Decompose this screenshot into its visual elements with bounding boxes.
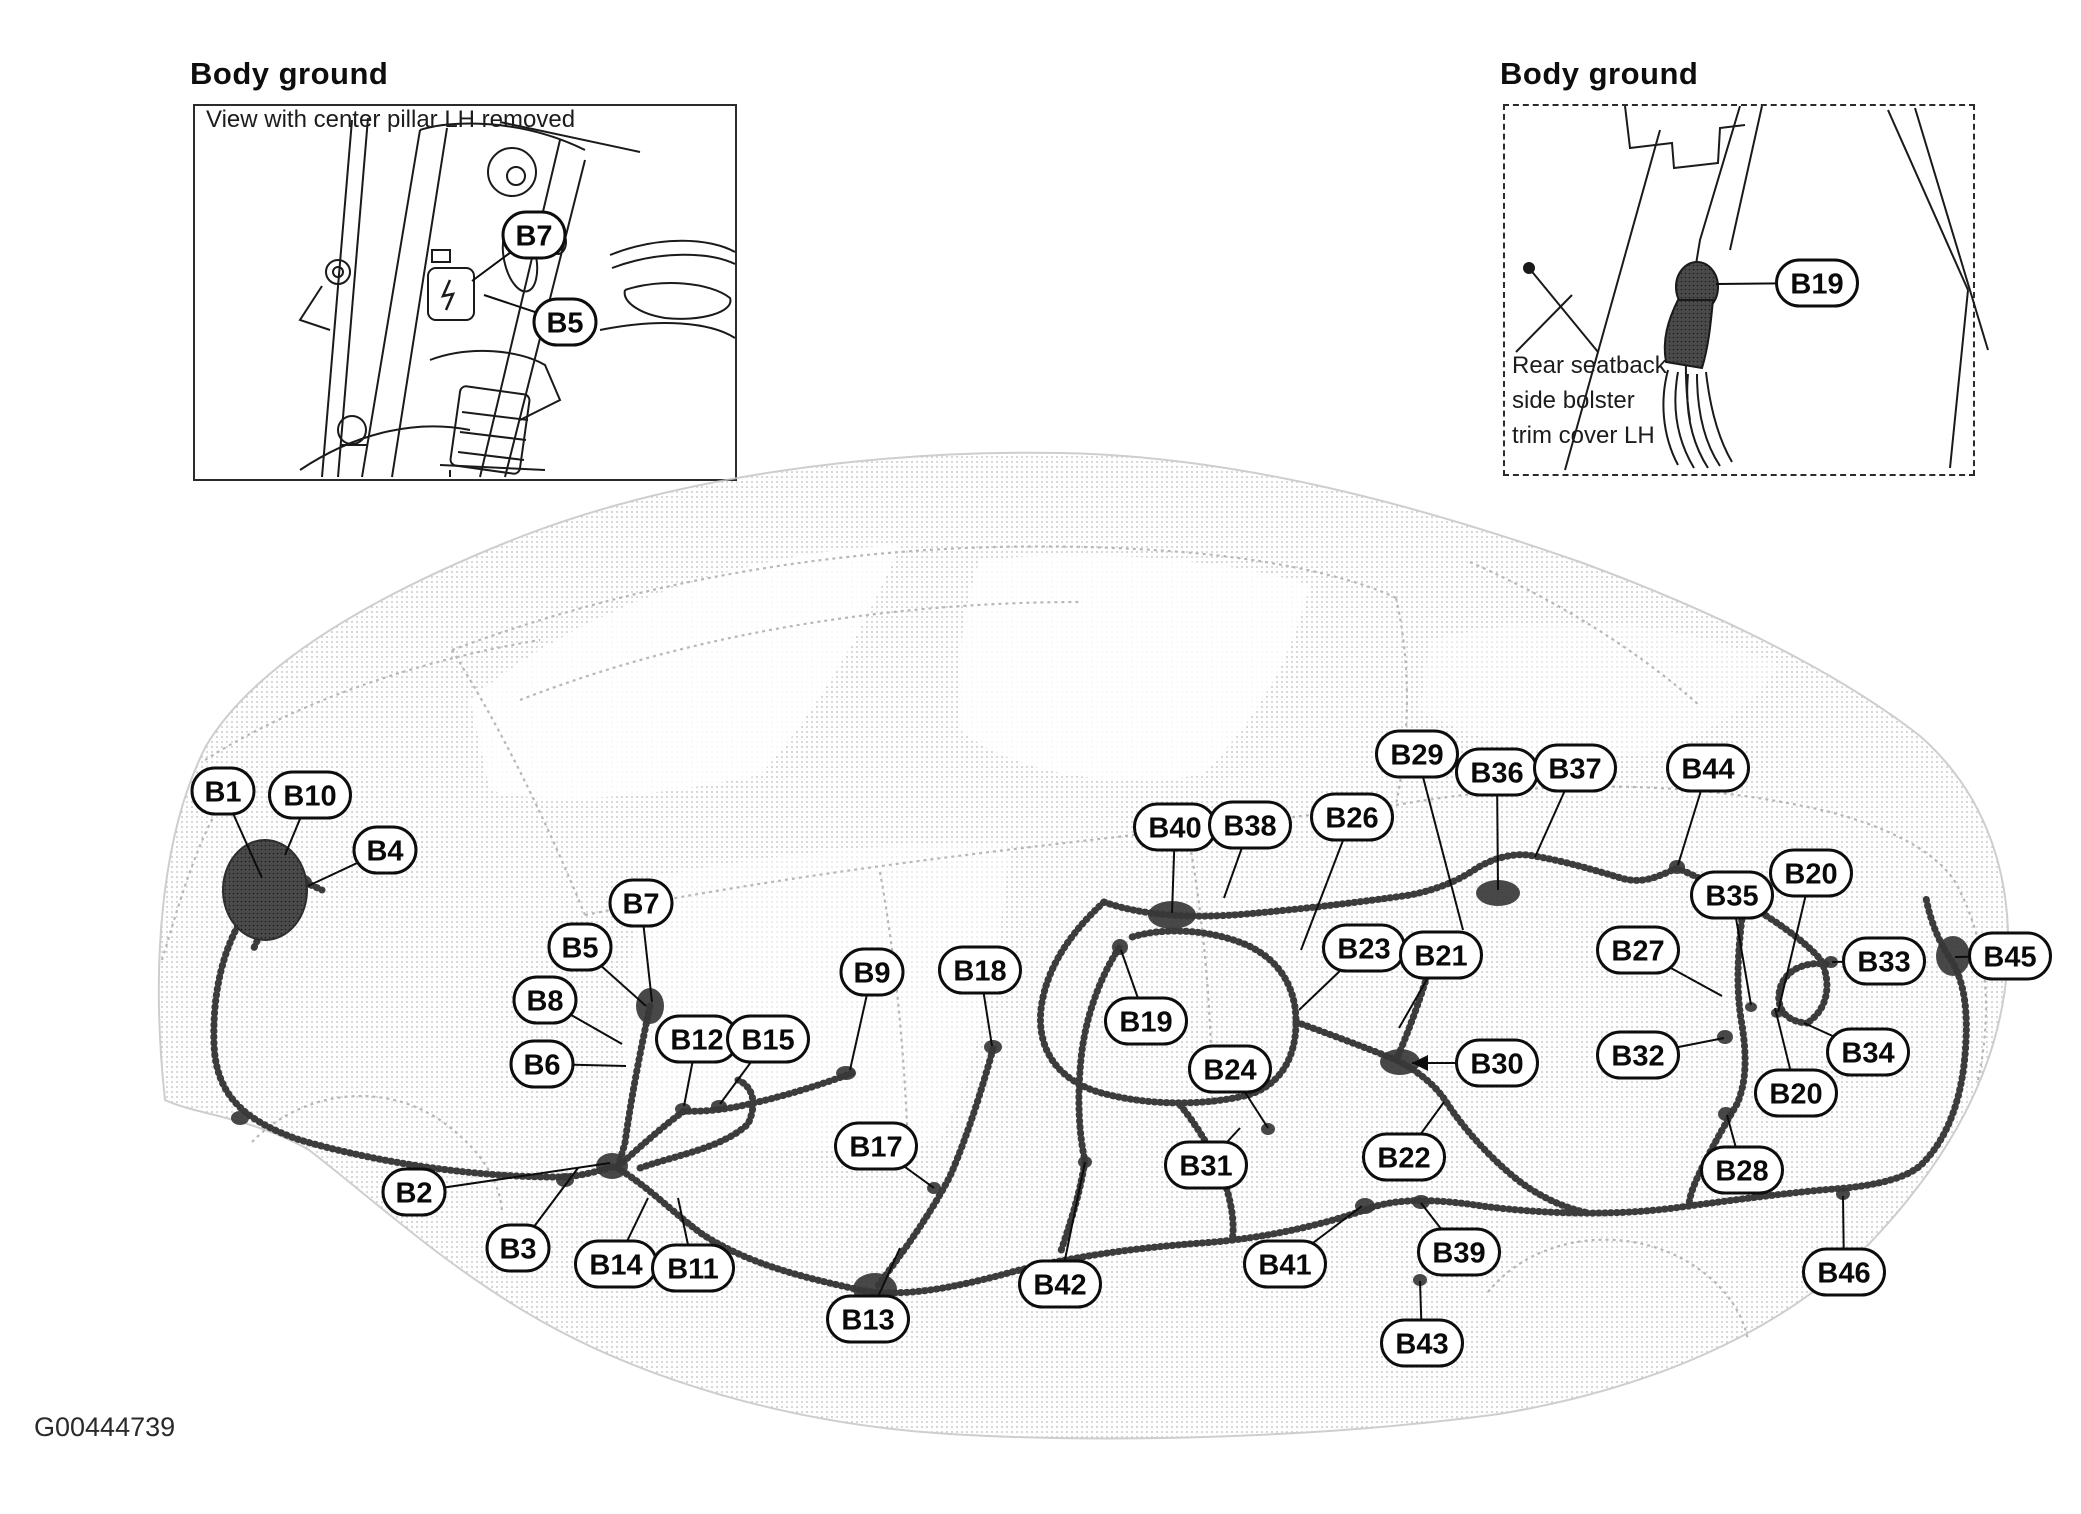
- harness-connector-12: [1355, 1198, 1375, 1214]
- callout-label: B33: [1857, 946, 1911, 979]
- callout-label: B39: [1432, 1237, 1486, 1270]
- harness-connector-7: [984, 1040, 1002, 1054]
- callout-label: B20: [1769, 1078, 1823, 1111]
- harness-connector-13: [1412, 1195, 1430, 1209]
- left-inset-art: [300, 118, 735, 477]
- callout-label: B43: [1395, 1328, 1449, 1361]
- callout-label: B2: [395, 1177, 433, 1210]
- callout-label: B13: [841, 1304, 895, 1337]
- callout-label: B26: [1325, 802, 1379, 835]
- callout-label: B31: [1179, 1150, 1233, 1183]
- harness-connector-5: [711, 1100, 727, 1112]
- callout-label: B9: [853, 957, 891, 990]
- harness-connector-8: [1112, 939, 1128, 955]
- harness-connector-18: [1717, 1030, 1733, 1044]
- callout-label: B24: [1203, 1054, 1257, 1087]
- harness-connector-1: [596, 1153, 628, 1179]
- harness-connector-23: [231, 1111, 249, 1125]
- callout-label: B7: [622, 888, 660, 921]
- callout-label: B3: [499, 1233, 537, 1266]
- figure-id: G00444739: [34, 1412, 176, 1442]
- callout-label: B7: [515, 220, 553, 253]
- right-inset-caption: [1512, 348, 1667, 453]
- callout-label: B38: [1223, 810, 1277, 843]
- callout-label: B17: [849, 1131, 903, 1164]
- right-inset-title: Body ground: [1500, 56, 1699, 91]
- callout-label: B10: [283, 780, 337, 813]
- callout-label: B18: [953, 955, 1007, 988]
- callout-label: B30: [1470, 1048, 1524, 1081]
- callout-b19: [1716, 260, 1858, 306]
- callout-label: B41: [1258, 1249, 1312, 1282]
- callout-label: B19: [1119, 1006, 1173, 1039]
- harness-connector-17: [1669, 860, 1685, 874]
- callout-label: B5: [546, 307, 584, 340]
- callout-label: B28: [1715, 1155, 1769, 1188]
- harness-connector-14: [1261, 1123, 1275, 1135]
- callout-label: B22: [1377, 1142, 1431, 1175]
- right-inset-caption-line3: trim cover LH: [1512, 422, 1655, 449]
- harness-connector-4: [675, 1103, 691, 1115]
- harness-connector-3: [636, 988, 664, 1024]
- harness-connector-19: [1718, 1107, 1734, 1121]
- right-inset-caption-line2: side bolster: [1512, 387, 1635, 414]
- callout-label: B34: [1841, 1037, 1895, 1070]
- front-harness-blob: [223, 840, 307, 940]
- callout-label: B19: [1790, 268, 1844, 301]
- callout-b5: [484, 295, 596, 345]
- callout-label: B29: [1390, 739, 1444, 772]
- callout-label: B14: [589, 1249, 643, 1282]
- callout-label: B23: [1337, 933, 1391, 966]
- callout-label: B46: [1817, 1257, 1871, 1290]
- callout-label: B35: [1705, 880, 1759, 913]
- callout-label: B12: [670, 1024, 724, 1057]
- callout-label: B5: [561, 932, 599, 965]
- callout-label: B36: [1470, 757, 1524, 790]
- callout-b7: [472, 212, 565, 281]
- callout-label: B42: [1033, 1269, 1087, 1302]
- callout-label: B37: [1548, 753, 1602, 786]
- left-inset-title: Body ground: [190, 56, 389, 91]
- callout-label: B44: [1681, 753, 1735, 786]
- harness-connector-6: [836, 1066, 856, 1080]
- callout-label: B21: [1414, 940, 1468, 973]
- callout-label: B15: [741, 1024, 795, 1057]
- left-inset-caption: View with center pillar LH removed: [206, 106, 576, 133]
- callout-label: B45: [1983, 941, 2037, 974]
- callout-label: B8: [526, 985, 564, 1018]
- callout-label: B40: [1148, 812, 1202, 845]
- callout-label: B11: [667, 1253, 719, 1286]
- right-inset-caption-line1: Rear seatback: [1512, 352, 1667, 379]
- callout-label: B32: [1611, 1040, 1665, 1073]
- callout-label: B27: [1611, 935, 1665, 968]
- callout-label: B1: [204, 776, 242, 809]
- callout-label: B4: [366, 835, 404, 868]
- callout-label: B20: [1784, 858, 1838, 891]
- callout-label: B6: [523, 1049, 561, 1082]
